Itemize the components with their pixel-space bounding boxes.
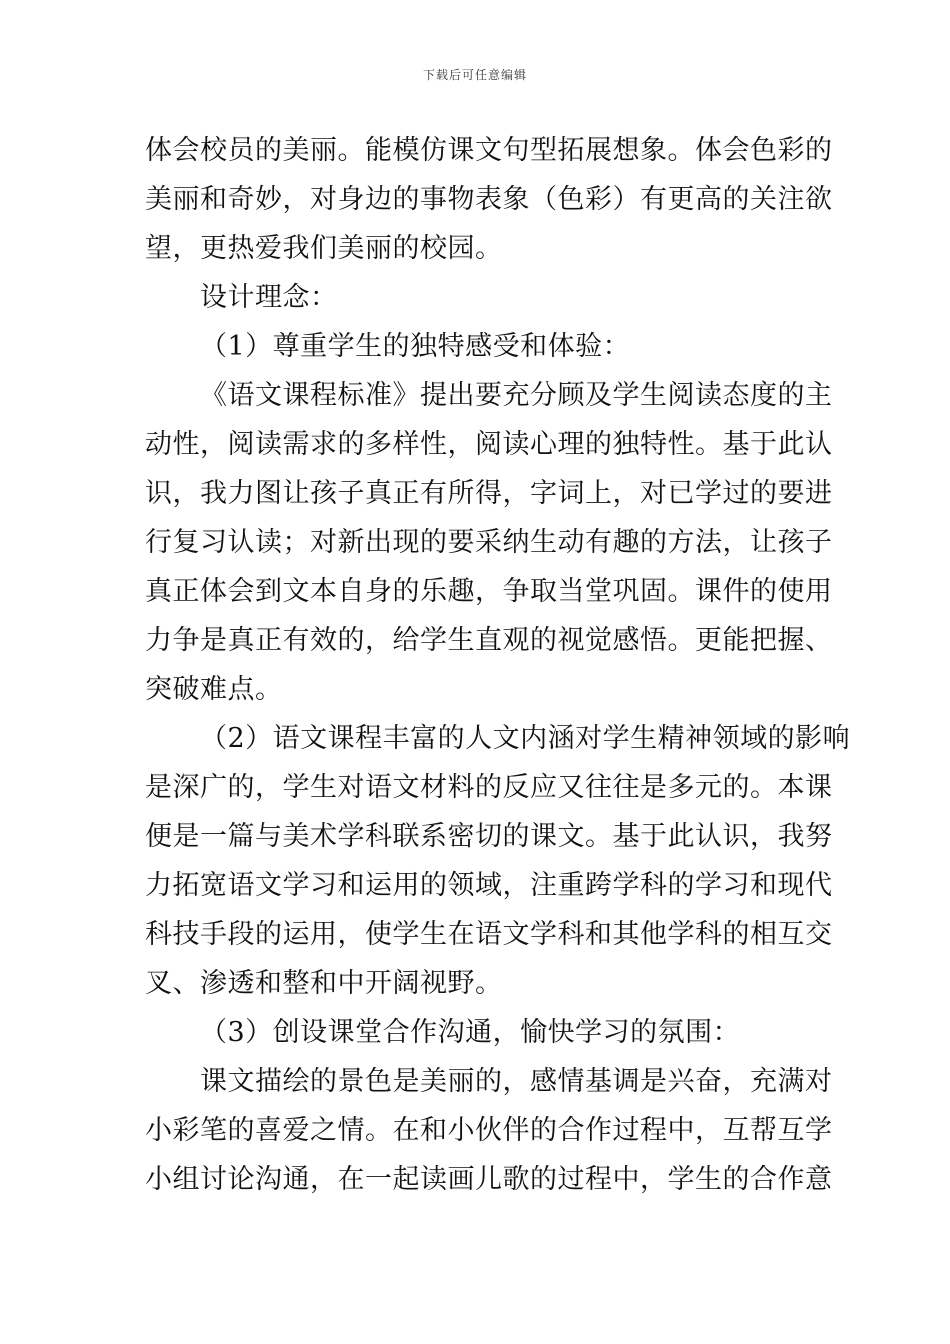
header-note: 下载后可任意编辑 (422, 68, 527, 82)
text-line: 小彩笔的喜爱之情。在和小伙伴的合作过程中，互帮互学 (145, 1115, 833, 1146)
subheading-1: （1）尊重学生的独特感受和体验： (200, 331, 631, 362)
text-line: 力拓宽语文学习和运用的领域，注重跨学科的学习和现代 (145, 870, 833, 901)
paragraph-start: 《语文课程标准》提出要充分顾及学生阅读态度的主 (200, 380, 833, 411)
text-line: 望，更热爱我们美丽的校园。 (145, 233, 503, 264)
subheading-2: （2）语文课程丰富的人文内涵对学生精神领域的影响 (200, 723, 851, 754)
text-line: 是深广的，学生对语文材料的反应又往往是多元的。本课 (145, 772, 833, 803)
body-text (145, 126, 851, 1204)
text-line: 识，我力图让孩子真正有所得，字词上，对已学过的要进 (145, 478, 833, 509)
text-line: 体会校员的美丽。能模仿课文句型拓展想象。体会色彩的 (145, 135, 833, 166)
subheading-3: （3）创设课堂合作沟通，愉快学习的氛围： (200, 1017, 741, 1048)
text-line: 动性，阅读需求的多样性，阅读心理的独特性。基于此认 (145, 429, 833, 460)
text-line: 叉、渗透和整和中开阔视野。 (145, 968, 503, 999)
text-line: 便是一篇与美术学科联系密切的课文。基于此认识，我努 (145, 821, 833, 852)
text-line: 力争是真正有效的，给学生直观的视觉感悟。更能把握、 (145, 625, 833, 656)
text-line: 突破难点。 (145, 674, 283, 705)
text-line: 行复习认读；对新出现的要采纳生动有趣的方法，让孩子 (145, 527, 833, 558)
text-line: 科技手段的运用，使学生在语文学科和其他学科的相互交 (145, 919, 833, 950)
text-line: 真正体会到文本自身的乐趣，争取当堂巩固。课件的使用 (145, 576, 833, 607)
paragraph-start: 课文描绘的景色是美丽的，感情基调是兴奋，充满对 (200, 1066, 833, 1097)
text-line: 小组讨论沟通，在一起读画儿歌的过程中，学生的合作意 (145, 1164, 833, 1195)
text-line: 美丽和奇妙，对身边的事物表象（色彩）有更高的关注欲 (145, 184, 833, 215)
section-heading: 设计理念： (200, 282, 338, 313)
